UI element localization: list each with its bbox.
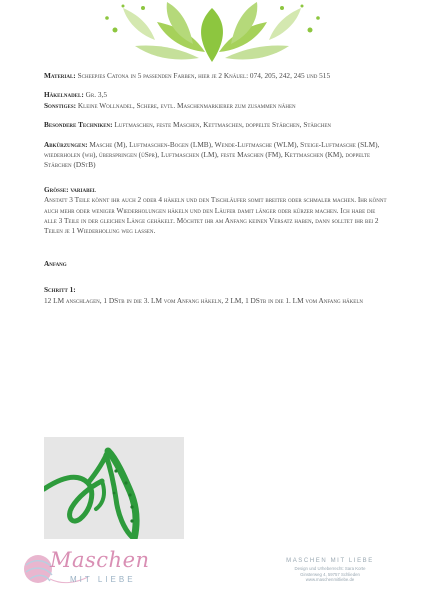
step-photo <box>44 437 184 539</box>
schritt1-section <box>44 285 389 306</box>
groesse-text: Anstatt 3 Teile könnt ihr auch 2 oder 4 häkeln und den Tischläufer somit breiter oder schmaler machen. Ihr könnt auch mehr oder weniger Wiederholungen häkeln und den Läufer damit länger oder kürzer machen. Ich habe die alle 3 Teile in der gleichen Länge gehäkelt. Möchtet ihr am Anfang keinen Versatz haben, dann solltet ihr bei 2 Teilen je 1 Wiederholung weg lassen. <box>44 195 387 236</box>
leaf-ornament-icon <box>95 0 330 66</box>
pattern-content <box>44 71 389 315</box>
logo-wordmark: Maschen <box>50 548 150 572</box>
abkuerzungen-line <box>44 140 389 171</box>
anfang-heading: Anfang <box>44 258 67 268</box>
footer-info <box>270 558 390 583</box>
sonstiges-text: Kleine Wollnadel, Schere, evtl. Maschenmarkierer zum zusammen nähen <box>77 100 296 110</box>
schritt1-heading: Schritt 1: <box>44 285 76 295</box>
material-text: Scheepjes Catona in 5 passenden Farben, hier je 2 Knäuel: 074, 205, 242, 245 und 515 <box>77 71 331 80</box>
footer-copyright: Design und Urheberrecht: Sara Korte <box>294 566 366 571</box>
logo-subtitle: MIT LIEBE <box>70 575 136 584</box>
techniken-line <box>44 120 389 130</box>
abkuerzungen-text: Masche (M), Luftmaschen-Bogen (LMB), Wende-Luftmasche (WLM), Steige-Luftmasche (SLM), wiederholen (wh), überspringen (üSpr), Luftmaschen (LM), feste Maschen (FM), Kettmaschen (KM), doppelte Stäbchen (DStB) <box>44 139 380 170</box>
schritt1-text: 12 LM anschlagen, 1 DStb in die 3. LM vom Anfang häkeln, 2 LM, 1 DStb in die 1. LM vom Anfang häkeln <box>44 295 363 305</box>
anfang-section <box>44 259 389 269</box>
groesse-section <box>44 185 389 237</box>
techniken-text: Luftmaschen, feste Maschen, Kettmaschen, doppelte Stäbchen, Stäbchen <box>114 120 331 130</box>
material-label: Material: <box>44 71 76 80</box>
groesse-heading: Grösse: variabel <box>44 184 97 194</box>
footer-brand: MASCHEN MIT LIEBE <box>286 558 374 564</box>
haekelnadel-label: Häkelnadel: <box>44 90 84 100</box>
tools-block <box>44 90 389 111</box>
material-line <box>44 71 389 81</box>
crochet-chain-image <box>44 437 184 539</box>
sonstiges-label: Sonstiges: <box>44 100 77 110</box>
haekelnadel-text: Gr. 3,5 <box>85 90 107 100</box>
footer-website: www.maschenmitliebe.de <box>305 577 355 583</box>
footer-address: Ginsterweg 4, 59757 Schlieden <box>300 571 360 577</box>
abkuerzungen-label: Abkürzungen: <box>44 139 88 149</box>
techniken-label: Besondere Techniken: <box>44 120 113 130</box>
